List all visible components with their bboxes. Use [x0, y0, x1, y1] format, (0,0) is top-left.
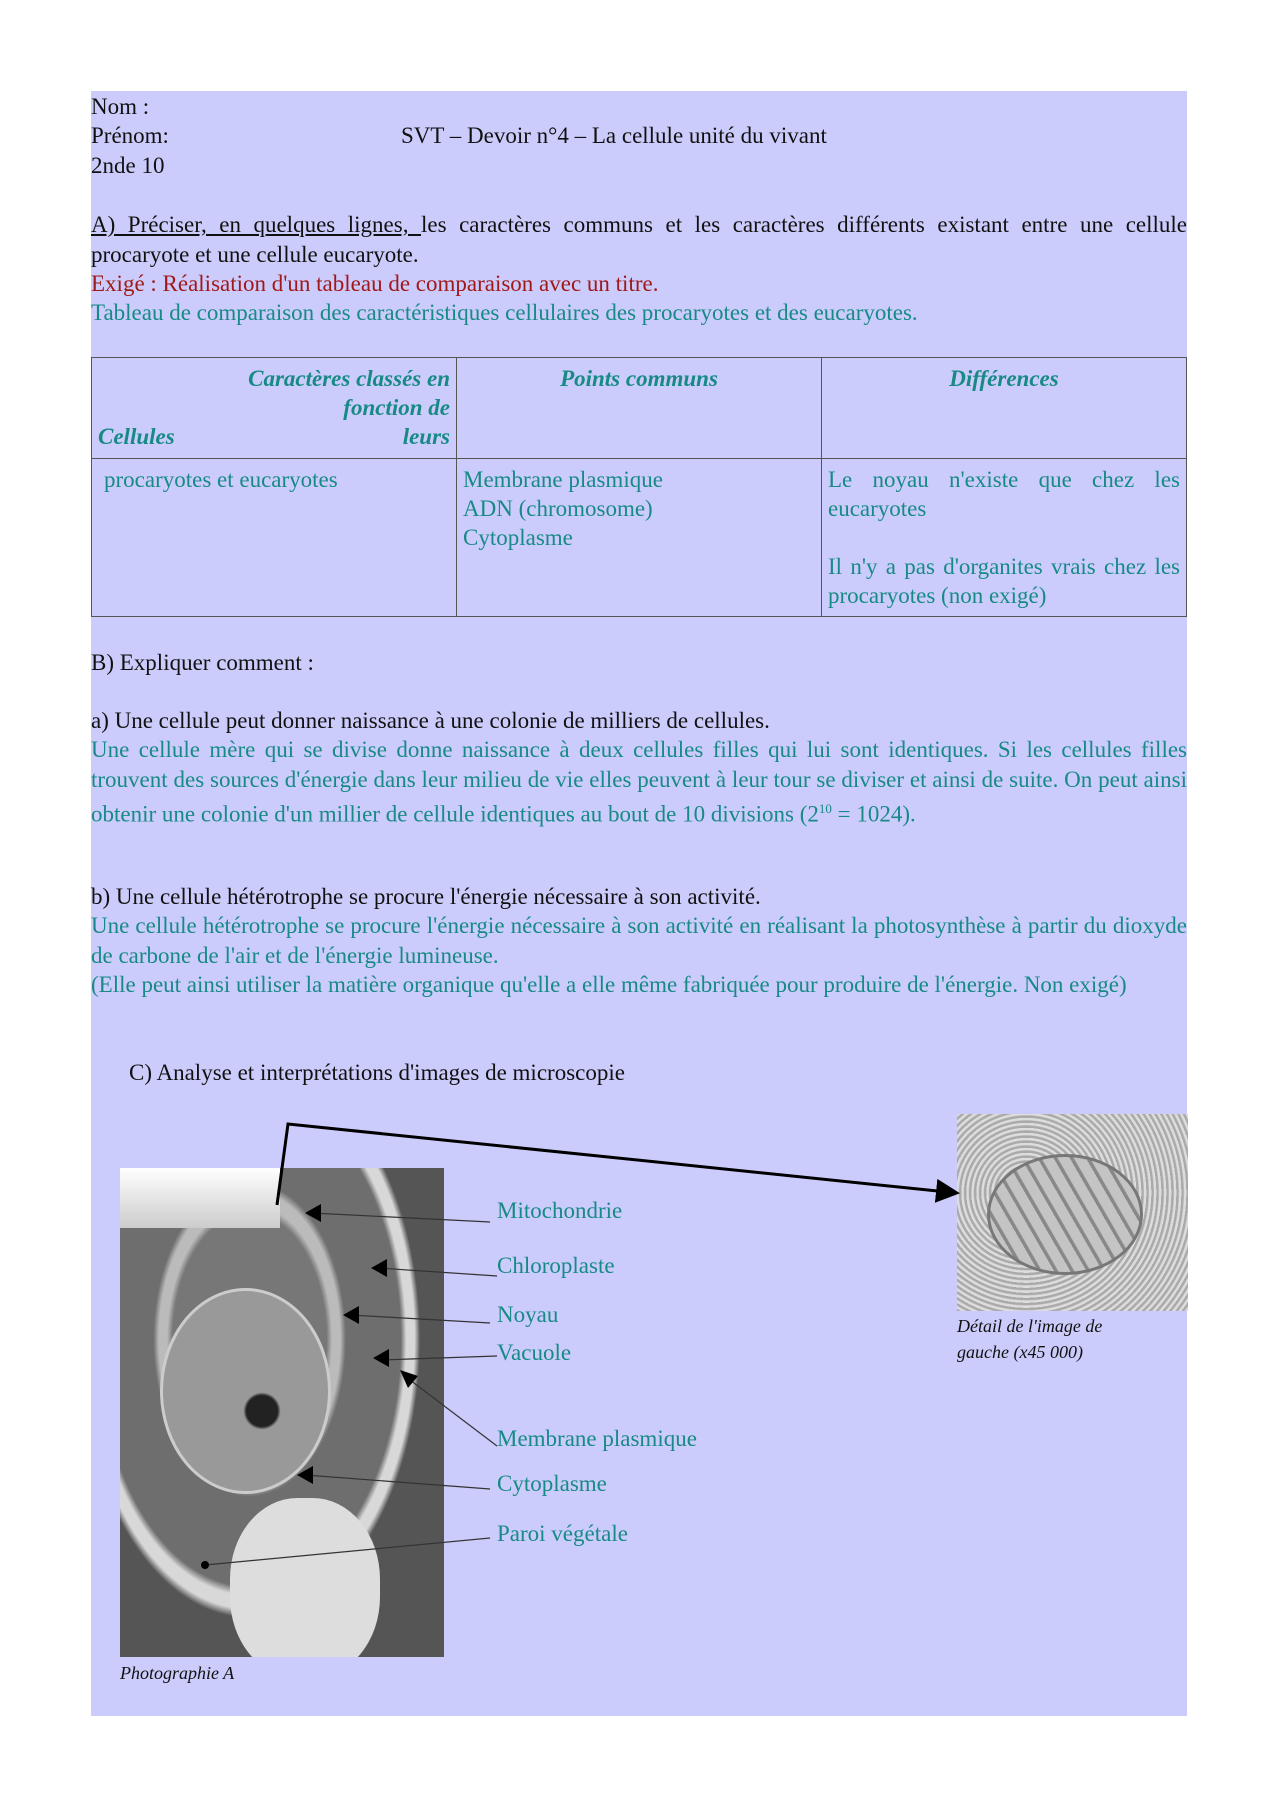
question-a-underlined: A) Préciser, en quelques lignes,: [91, 212, 421, 237]
label-noyau: Noyau: [497, 1302, 559, 1327]
leader-line: [378, 1268, 497, 1276]
answer-b-a-text: Une cellule mère qui se divise donne naissance à deux cellules filles qui lui sont identiques. Si les cellules filles trouvent des sources d'énergie dans leur milieu de vie elles peuvent à leur tour se diviser et ainsi de suite. On peut ainsi obtenir une colonie d'un millier de cellule identiques au bout de 10 divisions (2: [91, 737, 1187, 827]
header-leurs: leurs: [402, 424, 450, 449]
section-c-title: C) Analyse et interprétations d'images de microscopie: [129, 1060, 625, 1085]
zoom-arrow: [277, 1124, 957, 1205]
page-title: SVT – Devoir n°4 – La cellule unité du vivant: [401, 123, 827, 148]
answer-b-b-text: Une cellule hétérotrophe se procure l'énergie nécessaire à son activité en réalisant la photosynthèse à partir du dioxyde de carbone de l'air et de l'énergie lumineuse.: [91, 913, 1187, 968]
photo-a-caption: Photographie A: [120, 1663, 235, 1683]
header-cellules: Cellules: [98, 424, 175, 449]
difference-item: Il n'y a pas d'organites vrais chez les procaryotes (non exigé): [828, 554, 1180, 608]
common-item: Cytoplasme: [463, 525, 573, 550]
common-item: Membrane plasmique: [463, 467, 663, 492]
cell-types: procaryotes et eucaryotes: [92, 459, 457, 617]
leader-line: [205, 1538, 490, 1565]
header-cell-1-top: Caractères classés en fonction de: [248, 366, 450, 420]
section-b-title: B) Expliquer comment :: [91, 650, 314, 675]
label-vacuole: Vacuole: [497, 1340, 572, 1365]
common-item: ADN (chromosome): [463, 496, 653, 521]
label-cytoplasme: Cytoplasme: [497, 1471, 607, 1496]
label-mitochondrie: Mitochondrie: [497, 1198, 623, 1223]
question-a-rest: les caractères communs et les caractères différents existant entre une cellule procaryote et une cellule eucaryote.: [91, 212, 1187, 267]
nom-label: Nom :: [91, 94, 150, 119]
leader-line: [312, 1213, 490, 1222]
header-cell-3: Différences: [822, 358, 1187, 459]
header-cell-2: Points communs: [457, 358, 822, 459]
leader-line: [380, 1356, 497, 1360]
leader-line: [350, 1315, 490, 1323]
leader-line: [305, 1475, 490, 1489]
label-paroi-vegetale: Paroi végétale: [497, 1521, 628, 1546]
label-membrane-plasmique: Membrane plasmique: [497, 1426, 697, 1451]
answer-b-b-extra-text: (Elle peut ainsi utiliser la matière organique qu'elle a elle même fabriquée pour produire de l'énergie. Non exigé): [91, 972, 1127, 997]
question-b-b: b) Une cellule hétérotrophe se procure l'énergie nécessaire à son activité.: [91, 884, 761, 909]
difference-item: Le noyau n'existe que chez les eucaryotes: [828, 467, 1180, 521]
required-note: Exigé : Réalisation d'un tableau de comparaison avec un titre.: [91, 271, 659, 296]
prenom-label: Prénom:: [91, 123, 169, 148]
question-b-a: a) Une cellule peut donner naissance à une colonie de milliers de cellules.: [91, 708, 770, 733]
leader-line: [410, 1380, 497, 1446]
answer-b-a-end: = 1024).: [831, 801, 916, 827]
answer-b-a-exponent: 10: [818, 801, 832, 816]
label-chloroplaste: Chloroplaste: [497, 1253, 615, 1278]
detail-caption-line-1: Détail de l'image de: [957, 1316, 1103, 1336]
table-title: Tableau de comparaison des caractéristiques cellulaires des procaryotes et des eucaryotes.: [91, 300, 918, 325]
detail-caption-line-2: gauche (x45 000): [957, 1342, 1083, 1362]
class-label: 2nde 10: [91, 153, 165, 178]
